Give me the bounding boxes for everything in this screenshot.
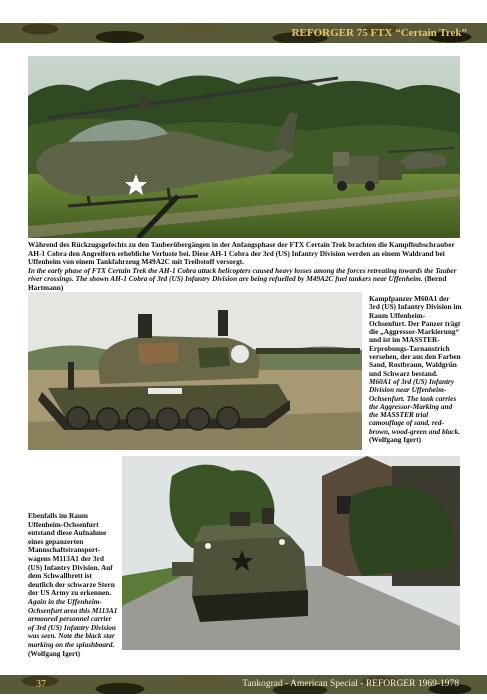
apc-caption <box>28 512 118 658</box>
apc-caption-english: Again in the Uffenheim-Ochsenfurt area this M113A1 armoured personnel carrier of 3rd (US) Infantry Division was seen. Note the black star marking on the splashboard. <box>28 596 118 649</box>
tank-caption <box>369 295 462 444</box>
page-number: 37 <box>36 679 46 690</box>
footer-band <box>0 675 487 694</box>
helicopter-caption <box>28 241 460 293</box>
tank-caption-german: Kampfpanzer M60A1 der 3rd (US) Infantry Division im Raum Uffenheim-Ochsenfurt. Der Panzer trägt die „Aggressor-Markierung“ und ist im MASSTER-Erprobungs-Tarnanstrich versehen, der aus den Farben Sand, Rostbraun, Waldgrün und Schwarz bestand. <box>369 294 462 378</box>
tank-caption-english: M60A1 of 3rd (US) Infantry Division near Uffenheim-Ochsenfurt. The tank carries the Aggressor-Marking and the MASSTER trial camouflage of sand, red-brown, wood-green and black. <box>369 376 461 436</box>
apc-caption-credit: (Wolfgang Igert) <box>28 648 81 658</box>
helicopter-caption-credit: (Bernd Hartmann) <box>28 274 447 292</box>
m113a1-apc-photo <box>122 456 460 650</box>
helicopter-caption-english: In the early phase of FTX Certain Trek the AH-1 Cobra attack helicopters caused heavy losses among the forces retreating towards the Tauber river crossings. The shown AH-1 Cobra of 3rd (US) Infantry Division are being refuelled by M49A2C fuel tankers near Uffenheim. <box>28 265 457 284</box>
apc-caption-german: Ebenfalls im Raum Uffenheim-Ochsenfurt entstand diese Aufnahme eines gepanzerten Mannschaftstransport-wagens M113A1 der 3rd (US) Infantry Division. Auf dem Schwallbrett ist deutlich der schwarze Stern der US Army zu erkennen. <box>28 511 115 598</box>
m60a1-tank-photo <box>28 292 362 450</box>
header-title: REFORGER 75 FTX “Certain Trek” <box>291 27 467 39</box>
tank-caption-credit: (Wolfgang Igert) <box>369 435 422 445</box>
header-band <box>0 23 487 43</box>
helicopter-caption-german: Während des Rückzugsgefechts zu den Tauberübergängen in der Anfangsphase der FTX Certain Trek brachten die Kampfhubschrauber AH-1 Cobra den Angreifern erhebliche Verluste bei. Diese AH-1 Cobra der 3rd (US) Infantry Division werden an einem Waldrand bei Uffenheim von einem Tankfahrzeug M49A2C mit Treibstoff versorgt. <box>28 240 455 267</box>
footer-title: Tankograd - American Special - REFORGER 1969-1978 <box>242 679 459 689</box>
cobra-helicopter-photo <box>28 56 460 238</box>
